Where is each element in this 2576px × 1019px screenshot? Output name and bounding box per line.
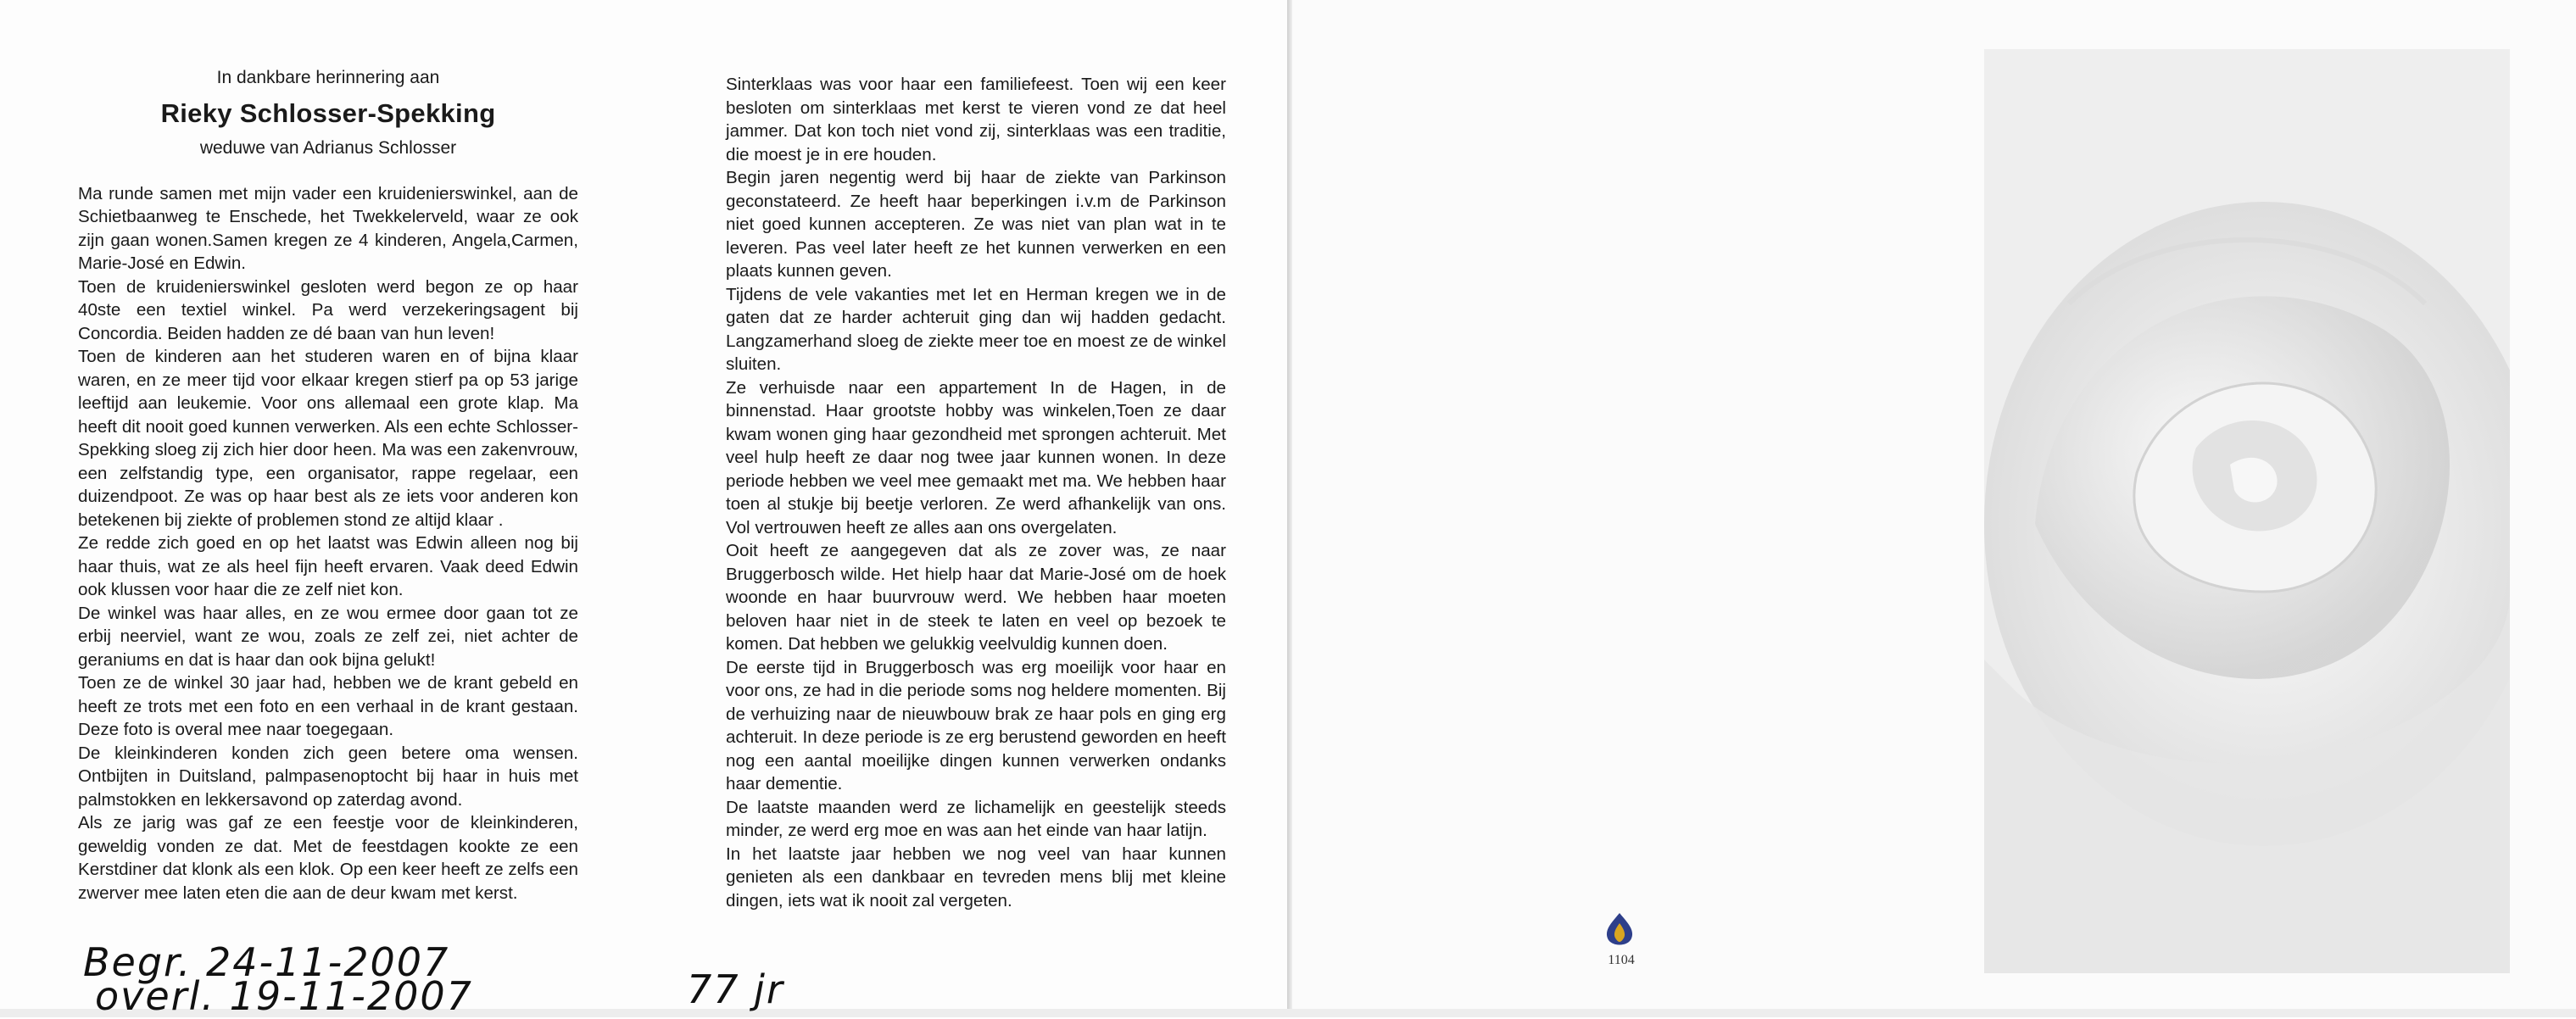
left-text-column — [78, 66, 578, 905]
paragraph: Ma runde samen met mijn vader een kruidenierswinkel, aan de Schietbaanweg te Enschede, het Twekkelerveld, waar ze ook zijn gaan wonen.Samen kregen ze 4 kinderen, Angela,Carmen, Marie-José en Edwin. — [78, 183, 578, 273]
middle-text-column — [726, 73, 1226, 912]
spouse-line: weduwe van Adrianus Schlosser — [199, 138, 457, 158]
handwritten-death-date: overl. 19-11-2007 — [95, 973, 473, 1019]
paragraph: Toen de kruidenierswinkel gesloten werd begon ze op haar 40ste een textiel winkel. Pa werd verzekeringsagent bij Concordia. Beiden hadden ze dé baan van hun leven! — [78, 276, 578, 343]
paragraph: Ooit heeft ze aangegeven dat als ze zover was, ze naar Bruggerbosch wilde. Het hielp haar dat Marie-José om de hoek woonde en haar buurvrouw werd. We hebben haar moeten beloven haar niet in de steek te laten en veel op bezoek te komen. Dat hebben we gelukkig veelvuldig kunnen doen. — [726, 541, 1226, 654]
handwritten-age: 77 jr — [687, 966, 784, 1012]
memorial-intro: In dankbare herinnering aan — [216, 68, 440, 87]
deceased-name: Rieky Schlosser-Spekking — [160, 97, 496, 128]
paragraph: De laatste maanden werd ze lichamelijk en geestelijk steeds minder, ze werd erg moe en was aan het einde van haar latijn. — [726, 797, 1226, 840]
flame-logo-icon — [1603, 911, 1636, 949]
card-code: 1104 — [1608, 953, 1635, 967]
paragraph: Tijdens de vele vakanties met Iet en Herman kregen we in de gaten dat ze harder achteruit ging dan wij hadden gedacht. Langzamerhand sloeg de ziekte meer toe en moest ze de winkel sluiten. — [726, 284, 1226, 374]
paragraph: Ze verhuisde naar een appartement In de Hagen, in de binnenstad. Haar grootste hobby was winkelen,Toen ze daar kwam wonen ging haar gezondheid met sprongen achteruit. Met veel hulp heeft ze daar nog twee jaar kunnen wonen. In deze periode hebben we veel mee gemaakt met ma. We hebben haar toen al stukje bij beetje verloren. Ze werd afhankelijk van ons. Vol vertrouwen heeft ze alles aan ons overgelaten. — [726, 377, 1226, 537]
paragraph: Ze redde zich goed en op het laatst was Edwin alleen nog bij haar thuis, wat ze als heel fijn heeft ervaren. Vaak deed Edwin ook klussen voor haar die ze zelf niet kon. — [78, 533, 578, 599]
paragraph: De eerste tijd in Bruggerbosch was erg moeilijk voor haar en voor ons, ze had in die periode soms nog heldere momenten. Bij de verhuizing naar de nieuwbouw brak ze haar pols en ging erg achteruit. In deze periode is ze erg berustend geworden en heeft nog een aantal moeilijke dingen kunnen verwerken ondanks haar dementie. — [726, 657, 1226, 793]
paragraph: De winkel was haar alles, en ze wou ermee door gaan tot ze erbij neerviel, want ze wou, zoals ze zelf zei, niet achter de geraniums en dat is haar dan ook bijna gelukt! — [78, 603, 578, 670]
paragraph: Als ze jarig was gaf ze een feestje voor de kleinkinderen, geweldig vonden ze dat. Met de feestdagen kookte ze een Kerstdiner dat klonk als een klok. Op een keer heeft ze zelfs een zwerver mee laten eten die aan de deur kwam met kerst. — [78, 813, 578, 903]
handwritten-burial-date: Begr. 24-11-2007 — [83, 939, 450, 985]
rose-illustration — [1984, 49, 2510, 973]
paragraph: Toen ze de winkel 30 jaar had, hebben we de krant gebeld en heeft ze trots met een foto en een verhaal in de krant gestaan. Deze foto is overal mee naar toegegaan. — [78, 673, 578, 739]
rose-image — [1984, 49, 2510, 973]
paragraph: In het laatste jaar hebben we nog veel van haar kunnen genieten als een dankbaar en tevreden mens blij met kleine dingen, iets wat ik nooit zal vergeten. — [726, 844, 1226, 910]
paragraph: De kleinkinderen konden zich geen betere oma wensen. Ontbijten in Duitsland, palmpasenoptocht bij haar in huis met palmstokken en lekkersavond op zaterdag avond. — [78, 743, 578, 810]
paragraph: Sinterklaas was voor haar een familiefeest. Toen wij een keer besloten om sinterklaas met kerst te vieren vond ze dat heel jammer. Dat kon toch niet vond zij, sinterklaas was een traditie, die moest je in ere houden. — [726, 75, 1226, 164]
paragraph: Begin jaren negentig werd bij haar de ziekte van Parkinson geconstateerd. Ze heeft haar beperkingen i.v.m de Parkinson niet goed kunnen accepteren. Ze was niet van plan wat in te leveren. Pas veel later heeft ze het kunnen verwerken en een plaats kunnen geven. — [726, 168, 1226, 281]
paragraph: Toen de kinderen aan het studeren waren en of bijna klaar waren, en ze meer tijd voor elkaar kregen stierf pa op 53 jarige leeftijd aan leukemie. Voor ons allemaal een grote klap. Ma heeft dit nooit goed kunnen verwerken. Als een echte Schlosser-Spekking sloeg zij zich hier door heen. Ma was een zakenvrouw, een zelfstandig type, een organisator, rappe regelaar, een duizendpoot. Ze was op haar best als ze iets voor anderen kon betekenen bij ziekte of problemen stond ze altijd klaar . — [78, 347, 578, 530]
